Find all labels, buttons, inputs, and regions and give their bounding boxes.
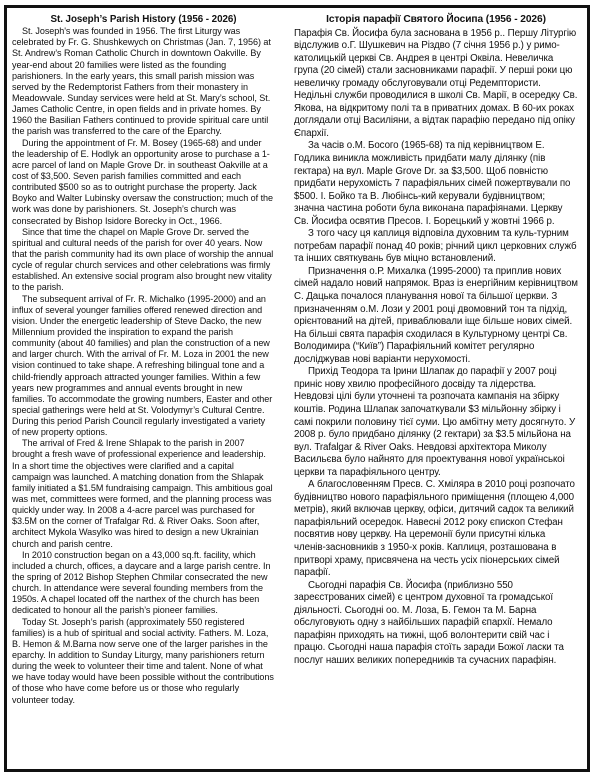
english-paragraph-1: St. Joseph's was founded in 1956. The first Liturgy was celebrated by Fr. G. Shushkewych on Christmas (Jan. 7, 1956) at St. Andrew’s Roman Catholic Church in downtown Oakville. By year-end about 20 families were listed as the founding parishioners. In the early years, this small parish mission was served by the Redemptorist Fathers from their monastery in Meadowvale. Sunday services were held at St. Mary’s school, St. James Catholic Centre, in open fields and in private homes. By 1960 the Basilian Fathers continued to provide spiritual care until the parish was transferred to the care of the Eparchy. [12,26,271,137]
english-title: St. Joseph’s Parish History (1956 - 2026) [50,14,237,25]
ukrainian-paragraph-3: З того часу ця каплиця відповіла духовним та куль-турним потребам парафії понад 40 років; річний цикл церковних служб та інших святкувань був міцно встановлений. [294,228,577,265]
english-paragraph-5: The arrival of Fred & Irene Shlapak to the parish in 2007 brought a fresh wave of professional experience and leadership. In a short time the objectives were clarified and a capital campaign was launched. A matching donation from the Shlapak family initiated a $1.5M fundraising campaign. This ambitious goal was met, committees were formed, and the planning process was quickly under way. In 2008 a 4-acre parcel was purchased for $3.5M on the corner of Trafalgar Rd. & River Oaks. Soon after, architect Mykola Wasylko was hired to design a new Ukrainian church and parish centre. [12,438,273,549]
english-paragraph-2: During the appointment of Fr. M. Bosey (1965-68) and under the leadership of E. Hodlyk an opportunity arose to purchase a 1- acre parcel of land on Maple Grove Dr. in southeast Oakville at a cost of $3,500. Seven parish families committed and each contributed $500 so as to outright purchase the property. Jack Boyko and Walter Lubinsky oversaw the construction; much of the work was done by parishioners. St. Joseph’s church was consecrated by Bishop Isidore Borecky in Oct., 1966. [12,137,274,226]
english-paragraph-7: Today St. Joseph’s parish (approximately 550 registered families) is a hub of spiritual and social activity. Fathers. M. Loza, B. Hemon & M.Barna now serve one of the larger parishes in the eparchy. In addition to Sunday Liturgy, many parishioners return during the week to volunteer their time and talent. None of what we have today would have been possible without the contributions of those who have come before us or those who regularly volunteer today. [12,616,274,705]
english-paragraph-4: The subsequent arrival of Fr. R. Michalko (1995-2000) and an influx of several younger families offered renewed direction and vision. Under the energetic leadership of Steve Dacko, the new Millennium provided the inspiration to expand the parish community (about 40 families) and plan the construction of a new and larger church. With the arrival of Fr. M. Loza in 2001 the new vision continued to take shape. A refreshing bilingual tone and a child-friendly approach attracted younger families. Within a few years new programmes and annual events brought in new families. To accommodate the growing numbers, Easter and other special gatherings were held at St. Volodymyr’s Cultural Centre. During this period Parish Council regularly investigated a variety of new property options. [12,293,273,438]
english-paragraph-6: In 2010 construction began on a 43,000 sq.ft. facility, which included a church, offices, a daycare and a large parish centre. In the spring of 2012 Bishop Stephen Chmilar consecrated the new church. In attendance were several founding members from the 1950s. A chapel located off the narthex of the church has been dedicated to honour all the parish’s pioneer families. [12,549,271,616]
ukrainian-title: Історія парафії Святого Йосипа (1956 - 2026) [326,14,546,25]
english-column [12,14,275,706]
ukrainian-column [294,14,578,667]
ukrainian-paragraph-7: Сьогодні парафія Св. Йосифа (приблизно 550 зареєстрованих сімей) є центром духовної та громадської діяльності. Сьогодні оо. М. Лоза, Б. Гемон та М. Барна обслуговують одну з найбільших парафій єпархії. Немало парафіян приходять на тижні, щоб волонтерити свій час і працю. Сьогодні наша парафія стоїть заради Божої ласки та послуг наших великих попередників та сучасних парафіян. [294,579,564,666]
ukrainian-paragraph-5: Прихід Теодора та Ірини Шлапак до парафії у 2007 році приніс нову хвилю професійного досвіду та лідерства. Невдовзі цілі були уточнені та розпочата кампанія на збірку коштів. Родина Шлапак започаткували $3 мільйонну збірку і самі покрили половину тієї суми. Цю амбітну мету досягнуто. У 2008 р. було придбано ділянку (2 гектари) за $3.5 мільйона на вул. Trafalgar & River Oaks. Невдовзі архітектора Миколу Васильєва було найнято для проектування нової українськоі церкви та парафіяльного центру. [294,366,576,478]
ukrainian-paragraph-4: Призначення о.Р. Михалка (1995-2000) та приплив нових сімей надало новий напрямок. Враз із енергійним керівництвом С. Дацька почалося планування нової та більшої церкви. З призначенням о.М. Лози у 2001 році двомовний тон та підхід, орієнтований на дітей, приваблювали іще більше нових сімей. На більші свята парафія сходилася в Культурному центрі Св. Володимира (“Київ”) Парафіяльний комітет регулярно досліджував нові варіанти нерухомості. [294,265,578,365]
ukrainian-paragraph-2: За часів о.М. Босого (1965-68) та під керівництвом Е. Годлика виникла можливість придбати малу ділянку (пів гектара) на вул. Maple Grove Dr. за $3,500. Щоб повністю придбати нерухомість 7 парафіяльних сімей пожертвували по $500. І. Бойко та В. Любінсь-кий керували будівництвом; значна частина роботи була виконана парафіянами. Церкву Св. Йосифа освятив Пресов. І. Борецький у жовтні 1966 р. [294,140,571,227]
english-paragraph-3: Since that time the chapel on Maple Grove Dr. served the spiritual and cultural needs of the parish for over 40 years. Now that the parish community had its own place of worship the annual cycle of regular church services and other celebrations was firmly established. An extensive social program also brought new vitality to the parish. [12,226,274,293]
ukrainian-paragraph-1: Парафія Св. Йосифа була заснована в 1956 р.. Першу Літургію відслужив о.Г. Шушкевич на Різдво (7 січня 1956 р.) у римо-католицькій церкві Св. Андрея в центрі Оквіла. Невеличка група (20 сімей) стали засновниками парафії. У перші роки цю невеличку громаду обслуговували отці Редемптористи. Недільні служби проводилися в школі Св. Марії, в осередку Св. Якова, на відкритому полі та в приватних домах. В 60-их роках доглядали отці Василіяни, а відтак парафію передано під опіку Єпархії. [294,27,578,139]
ukrainian-paragraph-6: А благословенням Пресв. С. Хміляра в 2010 році розпочато будівництво нового парафіяльного приміщення (площею 4,000 метрів), який включав церкву, офіси, дитячий садок та великий парафіяльний осередок. Навесні 2012 року єпископ Стефан посвятив нову церкву. На церемонії були присутні кілька членів-засновників з 1950-х років. Каплиця, розташована в притворі храму, присвячена на честь усіх піонерських сімей парафії. [294,479,575,579]
